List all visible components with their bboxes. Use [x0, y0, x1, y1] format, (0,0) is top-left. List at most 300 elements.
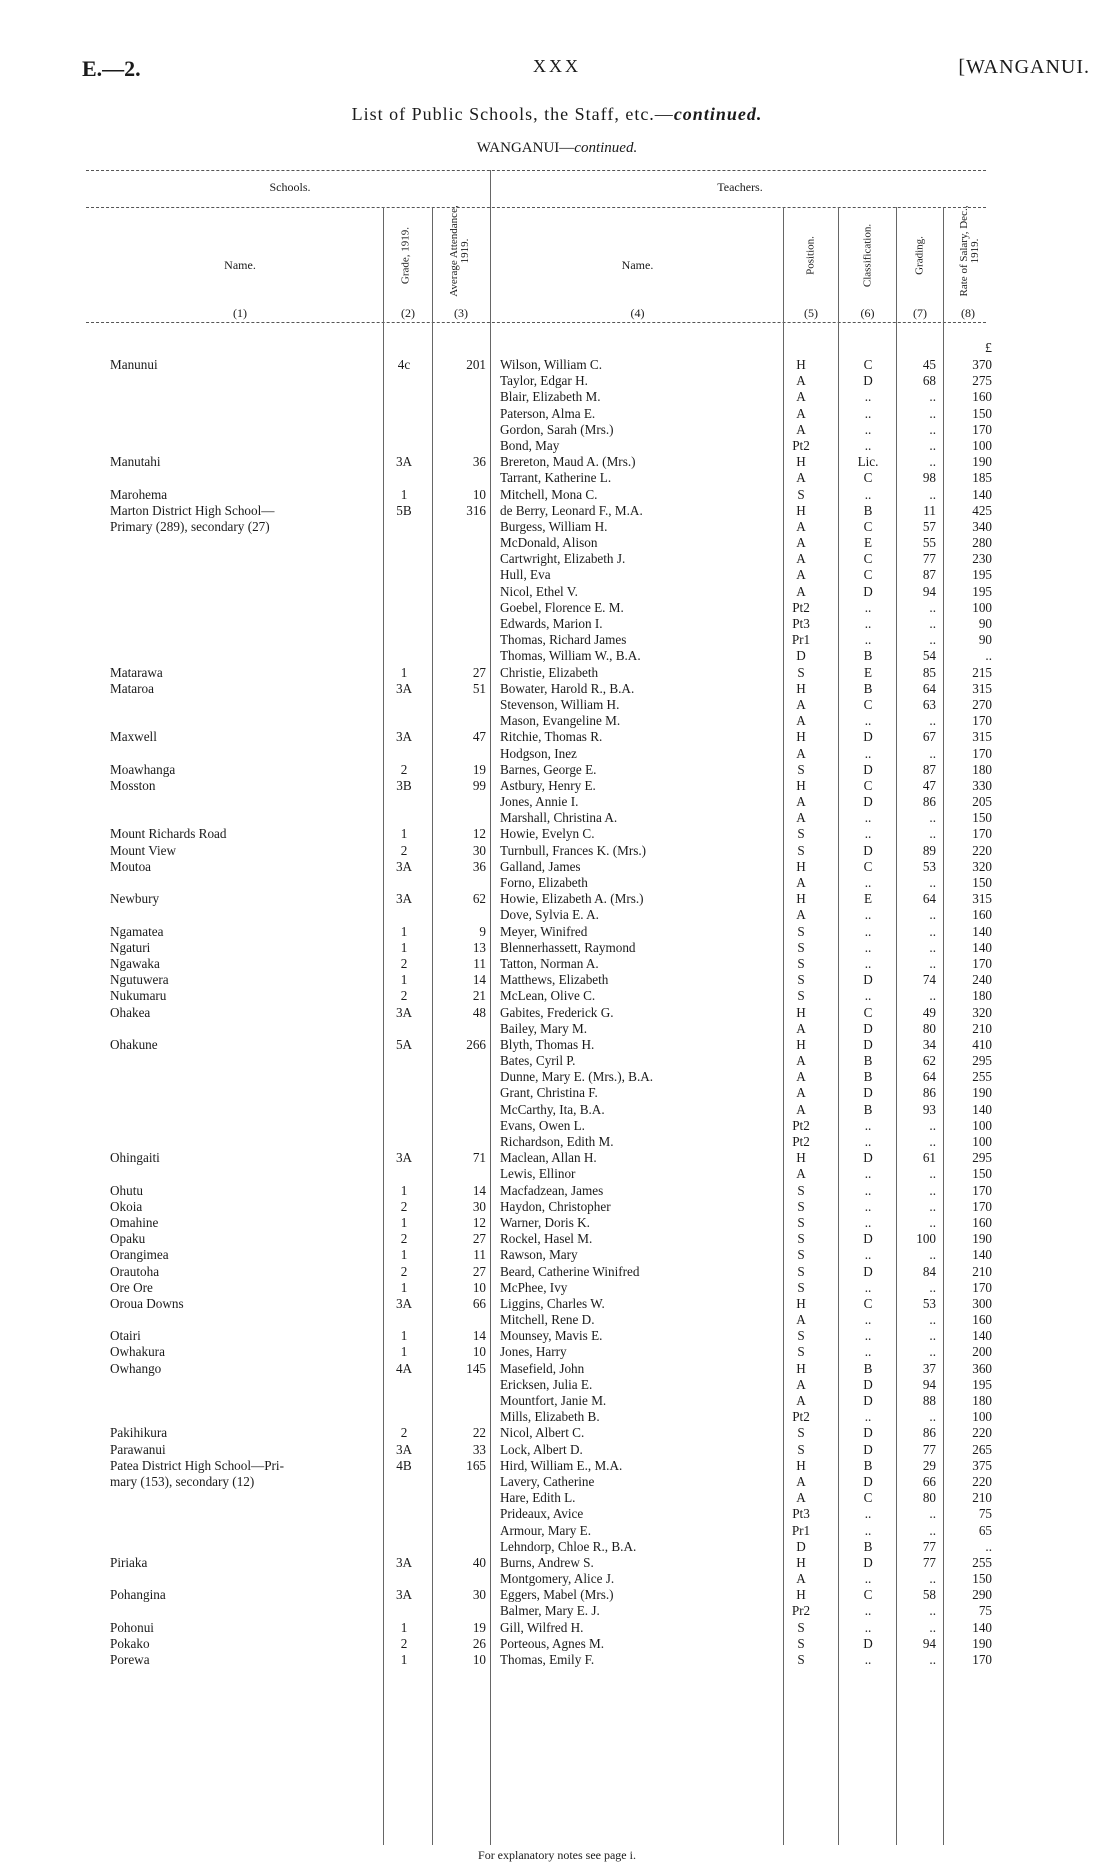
classification-cell: .. — [864, 1279, 872, 1295]
position-cell: A — [796, 373, 806, 389]
attendance-cell: 22 — [472, 1425, 486, 1441]
teacher-name-cell: Gill, Wilfred H. — [500, 1619, 584, 1635]
table-row — [0, 843, 1114, 859]
table-row — [0, 406, 1114, 422]
salary-cell: 160 — [972, 389, 992, 405]
position-cell: A — [796, 1069, 806, 1085]
salary-cell: 170 — [972, 713, 992, 729]
grading-cell: 64 — [922, 680, 936, 696]
position-cell: D — [796, 1538, 806, 1554]
salary-cell: 215 — [972, 664, 992, 680]
teacher-name-cell: Howie, Elizabeth A. (Mrs.) — [500, 891, 644, 907]
table-row — [0, 1425, 1114, 1441]
school-name-cell: Newbury — [110, 891, 160, 907]
classification-cell: .. — [864, 486, 872, 502]
school-name-cell: Piriaka — [110, 1554, 148, 1570]
grading-cell: .. — [929, 988, 936, 1004]
position-cell: S — [797, 1425, 805, 1441]
school-name-cell: Ngutuwera — [110, 972, 169, 988]
position-cell: A — [796, 405, 806, 421]
table-row — [0, 600, 1114, 616]
classification-cell: .. — [864, 616, 872, 631]
classification-cell: .. — [864, 745, 872, 761]
table-row — [0, 746, 1114, 762]
grading-cell: .. — [929, 1522, 936, 1538]
salary-cell: 140 — [972, 1101, 992, 1117]
position-cell: Pt2 — [792, 437, 810, 453]
classification-cell: D — [863, 583, 873, 599]
grading-cell: 94 — [922, 1376, 936, 1392]
teacher-name-cell: Lock, Albert D. — [500, 1441, 583, 1457]
classification-cell: B — [863, 1101, 873, 1117]
grade-cell: 2 — [400, 955, 408, 971]
teacher-name-cell: Rawson, Mary — [500, 1247, 578, 1263]
position-cell: Pt2 — [792, 1134, 810, 1149]
grade-cell: 3A — [395, 1441, 413, 1457]
grading-cell: .. — [929, 1279, 936, 1295]
table-row — [0, 762, 1114, 778]
attendance-cell: 36 — [472, 454, 486, 470]
grading-cell: 58 — [922, 1587, 936, 1603]
teacher-name-cell: Dunne, Mary E. (Mrs.), B.A. — [500, 1069, 654, 1085]
table-row — [0, 1490, 1114, 1506]
position-cell: A — [796, 1376, 806, 1392]
teacher-name-cell: Turnbull, Frances K. (Mrs.) — [500, 842, 647, 858]
attendance-cell: 27 — [472, 1263, 486, 1279]
table-row — [0, 875, 1114, 891]
grading-cell: 86 — [922, 794, 936, 810]
salary-cell: .. — [985, 648, 992, 664]
position-cell: S — [797, 1182, 805, 1198]
grading-cell: .. — [929, 1182, 936, 1198]
position-cell: A — [796, 389, 806, 405]
teacher-name-cell: Forno, Elizabeth — [500, 875, 588, 890]
table-row — [0, 389, 1114, 405]
table-row — [0, 907, 1114, 923]
table-row — [0, 1571, 1114, 1587]
page-title-continued: continued. — [673, 104, 763, 124]
grading-cell: .. — [929, 421, 936, 437]
classification-cell: .. — [864, 1214, 872, 1230]
table-row — [0, 1361, 1114, 1377]
classification-cell: D — [863, 1231, 873, 1247]
position-cell: A — [796, 1020, 806, 1036]
grading-cell: .. — [929, 1117, 936, 1133]
classification-cell: D — [863, 1393, 873, 1408]
salary-cell: 75 — [978, 1603, 992, 1619]
classification-cell: .. — [864, 1312, 872, 1328]
teacher-name-cell: de Berry, Leonard F., M.A. — [500, 502, 643, 518]
teacher-name-cell: Ritchie, Thomas R. — [500, 729, 603, 745]
position-cell: H — [796, 1150, 806, 1166]
grading-cell: 63 — [922, 696, 936, 712]
salary-cell: 320 — [972, 858, 992, 874]
position-cell: A — [796, 1085, 806, 1101]
position-cell: H — [796, 858, 806, 874]
classification-cell: .. — [864, 1134, 872, 1149]
grading-cell: .. — [929, 1344, 936, 1360]
teacher-name-cell: Stevenson, William H. — [500, 696, 620, 712]
position-cell: S — [797, 1198, 805, 1214]
salary-cell: 160 — [972, 907, 992, 923]
teacher-name-cell: Haydon, Christopher — [500, 1198, 611, 1214]
teacher-name-cell: Dove, Sylvia E. A. — [500, 907, 599, 923]
classification-cell: .. — [864, 907, 872, 923]
salary-cell: 185 — [972, 470, 992, 486]
table-row — [0, 1652, 1114, 1668]
classification-cell: .. — [864, 1506, 872, 1522]
school-name-cell: Ore Ore — [110, 1279, 153, 1295]
position-cell: S — [797, 1652, 805, 1667]
grade-cell: 2 — [400, 1263, 408, 1279]
grading-cell: .. — [929, 486, 936, 502]
classification-cell: .. — [864, 1328, 872, 1344]
attendance-cell: 165 — [466, 1457, 486, 1473]
grading-cell: 64 — [922, 891, 936, 907]
table-row — [0, 1377, 1114, 1393]
salary-cell: 315 — [972, 729, 992, 745]
grade-cell: 4B — [396, 1457, 412, 1473]
classification-cell: D — [863, 1554, 873, 1570]
salary-cell: 255 — [972, 1069, 992, 1085]
position-cell: A — [796, 1473, 806, 1489]
table-row — [0, 924, 1114, 940]
classification-cell: C — [863, 858, 873, 874]
salary-cell: 320 — [972, 1004, 992, 1020]
salary-cell: 140 — [972, 923, 992, 939]
classification-cell: .. — [864, 1652, 872, 1667]
classification-cell: D — [863, 1036, 873, 1052]
position-cell: S — [797, 1635, 805, 1651]
position-cell: H — [796, 680, 806, 696]
grading-cell: 68 — [922, 373, 936, 389]
grading-cell: .. — [929, 632, 936, 648]
grade-cell: 1 — [400, 1214, 408, 1230]
position-cell: H — [796, 729, 806, 745]
attendance-cell: 19 — [472, 761, 486, 777]
grading-cell: 84 — [922, 1263, 936, 1279]
district-label: [WANGANUI. — [958, 56, 1090, 78]
school-name-cell: Marton District High School— — [110, 502, 275, 518]
school-name-cell: Ohingaiti — [110, 1150, 160, 1166]
salary-cell: 340 — [972, 518, 992, 534]
classification-cell: D — [863, 1020, 873, 1036]
table-row — [0, 616, 1114, 632]
grading-cell: 55 — [922, 535, 936, 551]
table-row — [0, 778, 1114, 794]
attendance-cell: 40 — [472, 1554, 486, 1570]
grading-cell: 100 — [916, 1231, 936, 1247]
grading-cell: 94 — [922, 1635, 936, 1651]
classification-cell: Lic. — [857, 454, 879, 470]
position-cell: H — [796, 502, 806, 518]
classification-cell: D — [863, 1263, 873, 1279]
school-name-cell: Primary (289), secondary (27) — [110, 518, 270, 534]
grade-cell: 1 — [400, 972, 408, 988]
attendance-cell: 201 — [466, 357, 486, 372]
table-row — [0, 729, 1114, 745]
classification-cell: D — [863, 794, 873, 810]
classification-cell: .. — [864, 632, 872, 648]
classification-cell: C — [863, 1490, 873, 1506]
position-cell: A — [796, 583, 806, 599]
salary-cell: 180 — [972, 1393, 992, 1408]
position-cell: S — [797, 826, 805, 842]
school-name-cell: Mataroa — [110, 680, 154, 696]
teacher-name-cell: McCarthy, Ita, B.A. — [500, 1101, 605, 1117]
teacher-name-cell: Bowater, Harold R., B.A. — [500, 680, 635, 696]
table-row — [0, 470, 1114, 486]
classification-cell: .. — [864, 875, 872, 890]
salary-cell: 255 — [972, 1554, 992, 1570]
salary-cell: 190 — [972, 1085, 992, 1101]
salary-cell: 425 — [972, 502, 992, 518]
table-row — [0, 1555, 1114, 1571]
salary-cell: 190 — [972, 454, 992, 470]
grading-cell: 77 — [922, 1441, 936, 1457]
grade-cell: 3A — [395, 729, 413, 745]
teacher-name-cell: Hare, Edith L. — [500, 1490, 576, 1506]
table-row — [0, 1620, 1114, 1636]
teacher-name-cell: Mitchell, Mona C. — [500, 486, 598, 502]
position-cell: A — [796, 1571, 806, 1587]
classification-cell: D — [863, 1473, 873, 1489]
classification-cell: .. — [864, 1247, 872, 1263]
position-cell: A — [796, 794, 806, 810]
school-name-cell: Okoia — [110, 1198, 143, 1214]
attendance-cell: 99 — [472, 777, 486, 793]
attendance-cell: 36 — [472, 858, 486, 874]
table-row — [0, 1474, 1114, 1490]
teacher-name-cell: Astbury, Henry E. — [500, 777, 596, 793]
school-name-cell: Moawhanga — [110, 761, 176, 777]
classification-cell: C — [863, 518, 873, 534]
salary-cell: 150 — [972, 875, 992, 890]
col-number-6: (6) — [860, 306, 875, 320]
attendance-cell: 14 — [472, 1182, 486, 1198]
classification-cell: E — [863, 535, 873, 551]
grading-cell: .. — [929, 923, 936, 939]
school-name-cell: Ohakea — [110, 1004, 151, 1020]
school-name-cell: Owhakura — [110, 1344, 165, 1360]
teacher-name-cell: Lewis, Ellinor — [500, 1166, 576, 1182]
table-row — [0, 1539, 1114, 1555]
grade-cell: 3A — [395, 1150, 413, 1166]
grading-cell: 77 — [922, 1538, 936, 1554]
table-row — [0, 1603, 1114, 1619]
col-number-8: (8) — [961, 306, 975, 320]
classification-cell: E — [863, 664, 873, 680]
table-row — [0, 1344, 1114, 1360]
table-row — [0, 551, 1114, 567]
page-number: XXX — [533, 56, 581, 76]
table-row — [0, 1523, 1114, 1539]
position-cell: S — [797, 1328, 805, 1344]
table-row — [0, 454, 1114, 470]
page-title — [0, 104, 1114, 125]
col-number-7: (7) — [913, 306, 927, 320]
grading-cell: 67 — [922, 729, 936, 745]
teacher-name-cell: Edwards, Marion I. — [500, 616, 603, 631]
position-cell: H — [796, 1036, 806, 1052]
salary-cell: 170 — [972, 826, 992, 842]
position-cell: H — [796, 1554, 806, 1570]
grading-heading: Grading. — [913, 236, 926, 275]
position-cell: A — [796, 1166, 806, 1182]
school-name-cell: Owhango — [110, 1360, 162, 1376]
position-cell: H — [796, 1360, 806, 1376]
position-cell: S — [797, 1441, 805, 1457]
grading-cell: .. — [929, 1166, 936, 1182]
table-row — [0, 956, 1114, 972]
table-row — [0, 1134, 1114, 1150]
school-name-cell: Pohonui — [110, 1619, 154, 1635]
school-name-cell: Ngawaka — [110, 955, 160, 971]
position-cell: S — [797, 1231, 805, 1247]
table-row — [0, 1587, 1114, 1603]
grading-cell: 53 — [922, 858, 936, 874]
attendance-cell: 10 — [472, 1279, 486, 1295]
classification-cell: D — [863, 1425, 873, 1441]
classification-cell: .. — [864, 826, 872, 842]
teacher-name-cell: Nicol, Ethel V. — [500, 583, 578, 599]
teacher-name-cell: McPhee, Ivy — [500, 1279, 568, 1295]
attendance-cell: 11 — [473, 955, 486, 971]
classification-cell: .. — [864, 939, 872, 955]
position-cell: S — [797, 1279, 805, 1295]
teacher-name-cell: Meyer, Winifred — [500, 923, 588, 939]
salary-cell: 200 — [972, 1344, 992, 1360]
grade-cell: 1 — [400, 1344, 408, 1360]
teacher-name-heading: Name. — [621, 258, 654, 272]
classification-cell: .. — [864, 405, 872, 421]
salary-cell: 190 — [972, 1635, 992, 1651]
position-cell: H — [796, 1004, 806, 1020]
position-heading: Position. — [804, 236, 817, 275]
position-cell: Pr1 — [791, 1522, 811, 1538]
teacher-name-cell: Hodgson, Inez — [500, 745, 577, 761]
position-cell: A — [796, 907, 806, 923]
table-row — [0, 1150, 1114, 1166]
teacher-name-cell: Eggers, Mabel (Mrs.) — [500, 1587, 614, 1603]
grading-cell: 45 — [922, 357, 936, 372]
teacher-name-cell: Paterson, Alma E. — [500, 405, 596, 421]
teacher-name-cell: Thomas, Emily F. — [500, 1652, 595, 1667]
table-row — [0, 1183, 1114, 1199]
attendance-cell: 12 — [472, 1214, 486, 1230]
teacher-name-cell: Warner, Doris K. — [500, 1214, 590, 1230]
grading-cell: 29 — [922, 1457, 936, 1473]
school-name-cell: Manunui — [110, 357, 158, 372]
classification-cell: .. — [864, 988, 872, 1004]
teacher-name-cell: Armour, Mary E. — [500, 1522, 592, 1538]
classification-cell: D — [863, 1150, 873, 1166]
salary-cell: 210 — [972, 1490, 992, 1506]
teacher-name-cell: Mills, Elizabeth B. — [500, 1409, 600, 1425]
grading-cell: 57 — [922, 518, 936, 534]
attendance-cell: 27 — [472, 664, 486, 680]
salary-cell: 180 — [972, 988, 992, 1004]
position-cell: A — [796, 1101, 806, 1117]
teacher-name-cell: Lehndorp, Chloe R., B.A. — [500, 1538, 637, 1554]
salary-cell: 140 — [972, 1247, 992, 1263]
position-cell: A — [796, 810, 806, 826]
position-cell: S — [797, 1214, 805, 1230]
classification-cell: C — [863, 470, 873, 486]
grading-cell: 61 — [922, 1150, 936, 1166]
grading-cell: .. — [929, 389, 936, 405]
staff-table-body — [0, 357, 1114, 1668]
position-cell: S — [797, 988, 805, 1004]
teacher-name-cell: Mason, Evangeline M. — [500, 713, 621, 729]
teacher-name-cell: Thomas, Richard James — [500, 632, 627, 648]
position-cell: A — [796, 875, 806, 890]
classification-cell: B — [863, 648, 873, 664]
grading-cell: 89 — [922, 842, 936, 858]
grading-cell: 85 — [922, 664, 936, 680]
table-row — [0, 826, 1114, 842]
attendance-cell: 10 — [472, 486, 486, 502]
school-name-cell: Mount Richards Road — [110, 826, 227, 842]
teacher-name-cell: Howie, Evelyn C. — [500, 826, 595, 842]
classification-cell: C — [863, 1004, 873, 1020]
table-top-rule — [86, 170, 986, 171]
grade-cell: 1 — [400, 1652, 408, 1667]
salary-cell: 100 — [972, 1117, 992, 1133]
position-cell: Pr1 — [791, 632, 811, 648]
position-cell: A — [796, 421, 806, 437]
salary-cell: 180 — [972, 761, 992, 777]
grade-heading: Grade, 1919. — [399, 226, 412, 285]
grading-cell: .. — [929, 907, 936, 923]
grading-cell: .. — [929, 1134, 936, 1149]
classification-cell: .. — [864, 1603, 872, 1619]
grading-cell: .. — [929, 1619, 936, 1635]
classification-cell: B — [863, 1053, 873, 1069]
table-row — [0, 632, 1114, 648]
salary-cell: 220 — [972, 1473, 992, 1489]
currency-symbol: £ — [985, 341, 992, 356]
classification-cell: D — [863, 1635, 873, 1651]
school-name-cell: Matarawa — [110, 664, 163, 680]
table-row — [0, 535, 1114, 551]
page-title-text: List of Public Schools, the Staff, etc.— — [351, 104, 674, 124]
teacher-name-cell: Gordon, Sarah (Mrs.) — [500, 421, 614, 437]
table-row — [0, 988, 1114, 1004]
page-subtitle-text: WANGANUI— — [476, 140, 575, 156]
classification-cell: .. — [864, 1182, 872, 1198]
school-name-cell: Oroua Downs — [110, 1295, 184, 1311]
classification-cell: D — [863, 842, 873, 858]
table-row — [0, 648, 1114, 664]
grade-cell: 3A — [395, 680, 413, 696]
salary-cell: 295 — [972, 1150, 992, 1166]
school-name-cell: Orangimea — [110, 1247, 169, 1263]
table-row — [0, 1215, 1114, 1231]
teacher-name-cell: Balmer, Mary E. J. — [500, 1603, 600, 1619]
table-row — [0, 1636, 1114, 1652]
grading-cell: .. — [929, 599, 936, 615]
position-cell: H — [796, 357, 806, 372]
salary-cell: 100 — [972, 437, 992, 453]
position-cell: H — [796, 454, 806, 470]
table-row — [0, 373, 1114, 389]
salary-cell: 170 — [972, 1198, 992, 1214]
position-cell: A — [796, 696, 806, 712]
grading-cell: .. — [929, 616, 936, 631]
salary-cell: 240 — [972, 972, 992, 988]
teacher-name-cell: Jones, Annie I. — [500, 794, 579, 810]
